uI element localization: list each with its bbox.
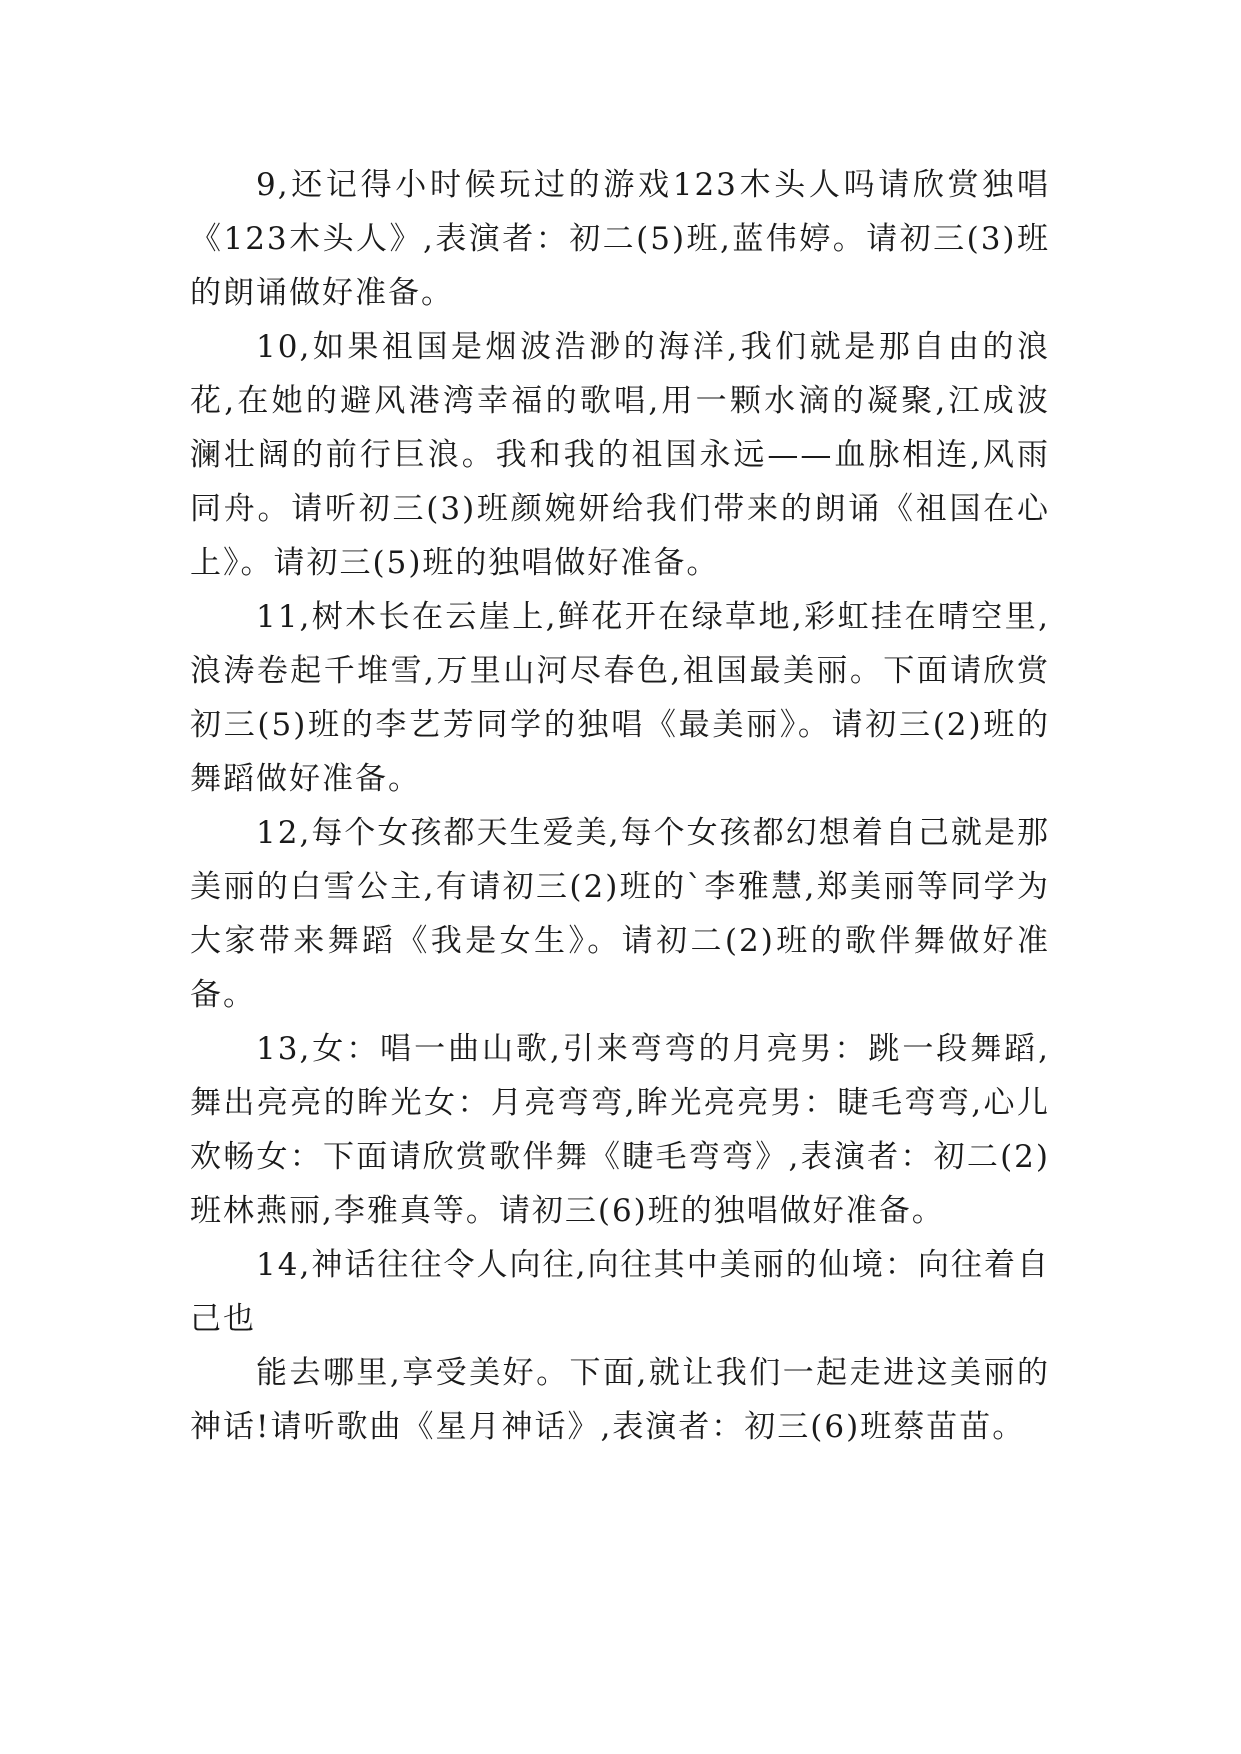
paragraph-item-11: 11,树木长在云崖上,鲜花开在绿草地,彩虹挂在晴空里,浪涛卷起千堆雪,万里山河尽春色,祖国最美丽。下面请欣赏初三(5)班的李艺芳同学的独唱《最美丽》。请初三(2)班的舞蹈做好准备。 xyxy=(190,599,1050,797)
paragraph-item-13: 13,女：唱一曲山歌,引来弯弯的月亮男：跳一段舞蹈,舞出亮亮的眸光女：月亮弯弯,眸光亮亮男：睫毛弯弯,心儿欢畅女：下面请欣赏歌伴舞《睫毛弯弯》,表演者：初二(2)班林燕丽,李雅真等。请初三(6)班的独唱做好准备。 xyxy=(190,1031,1050,1229)
paragraph-item-10: 10,如果祖国是烟波浩渺的海洋,我们就是那自由的浪花,在她的避风港湾幸福的歌唱,用一颗水滴的凝聚,江成波澜壮阔的前行巨浪。我和我的祖国永远——血脉相连,风雨同舟。请听初三(3)班颜婉妍给我们带来的朗诵《祖国在心上》。请初三(5)班的独唱做好准备。 xyxy=(190,329,1050,581)
paragraph-item-12: 12,每个女孩都天生爱美,每个女孩都幻想着自己就是那美丽的白雪公主,有请初三(2)班的`李雅慧,郑美丽等同学为大家带来舞蹈《我是女生》。请初二(2)班的歌伴舞做好准备。 xyxy=(190,815,1050,1013)
document-body xyxy=(190,158,1050,1454)
paragraph-item-14-continued: 能去哪里,享受美好。下面,就让我们一起走进这美丽的神话!请听歌曲《星月神话》,表演者：初三(6)班蔡苗苗。 xyxy=(190,1355,1050,1445)
paragraph-item-14: 14,神话往往令人向往,向往其中美丽的仙境：向往着自己也 xyxy=(190,1247,1050,1337)
paragraph-item-9: 9,还记得小时候玩过的游戏123木头人吗请欣赏独唱《123木头人》,表演者：初二(5)班,蓝伟婷。请初三(3)班的朗诵做好准备。 xyxy=(190,167,1050,311)
